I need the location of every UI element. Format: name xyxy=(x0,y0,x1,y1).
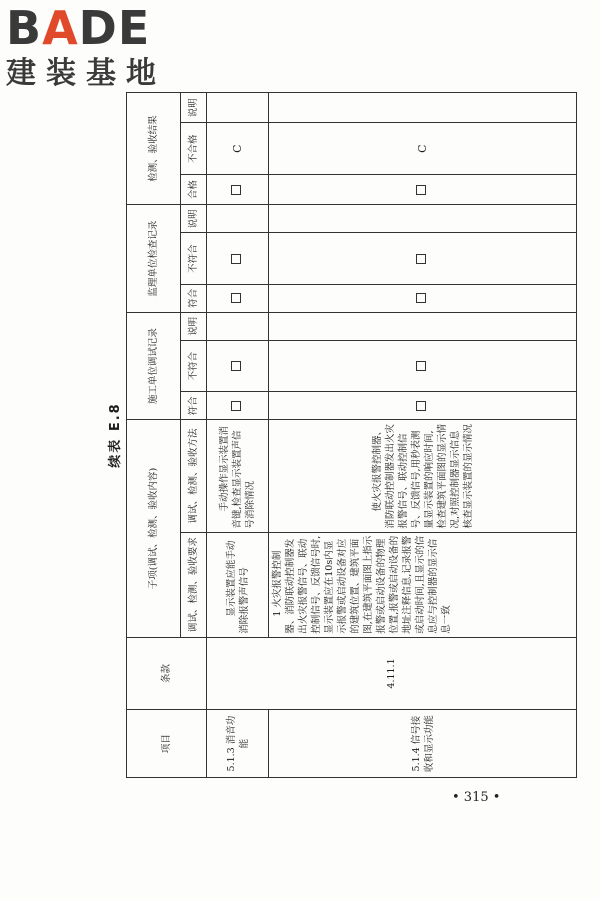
inspection-table xyxy=(126,92,577,778)
checkbox-cell xyxy=(207,340,269,391)
fail-mark: C xyxy=(230,144,244,153)
header-item: 项目 xyxy=(127,710,207,778)
logo-letter: B xyxy=(6,1,43,55)
checkbox[interactable] xyxy=(416,254,426,264)
checkbox[interactable] xyxy=(416,401,426,411)
logo-subtitle: 建装基地 xyxy=(6,56,166,91)
header-note: 说明 xyxy=(181,205,207,233)
note-cell xyxy=(207,312,269,340)
header-requirements: 调试、检测、验收要求 xyxy=(181,532,207,637)
header-pass: 合格 xyxy=(181,174,207,204)
checkbox-cell xyxy=(207,233,269,284)
note-cell xyxy=(207,205,269,233)
note-cell xyxy=(207,93,269,124)
checkbox-cell xyxy=(269,284,577,312)
fail-mark-cell xyxy=(269,123,577,174)
note-cell xyxy=(269,205,577,233)
checkbox-cell xyxy=(269,392,577,420)
checkbox[interactable] xyxy=(416,185,426,195)
header-method: 调试、检测、验收方法 xyxy=(181,420,207,532)
logo-letter: DE xyxy=(78,1,151,55)
fail-mark-cell xyxy=(207,123,269,174)
checkbox[interactable] xyxy=(231,293,241,303)
header-construction: 施工单位调试记录 xyxy=(127,312,181,420)
row-item: 5.1.3 消音功能 xyxy=(207,710,269,778)
header-conform: 符合 xyxy=(181,392,207,420)
checkbox[interactable] xyxy=(416,293,426,303)
note-cell xyxy=(269,93,577,124)
checkbox-cell xyxy=(207,174,269,204)
header-nonconform: 不符合 xyxy=(181,233,207,284)
row-method: 使火灾报警控制器、消防联动控制器发出火灾报警信号、联动控制信号、反馈信号,用秒表测量显示装置的响应时间,检查建筑平面图的显示情况,对照控制器显示信息核查显示装置的显示情况 xyxy=(269,420,577,532)
header-sub-item: 子项(调试、检测、验收内容) xyxy=(127,420,181,637)
checkbox-cell xyxy=(269,174,577,204)
header-fail: 不合格 xyxy=(181,123,207,174)
checkbox-cell xyxy=(269,233,577,284)
header-acceptance: 检测、验收结果 xyxy=(127,93,181,205)
checkbox[interactable] xyxy=(231,361,241,371)
checkbox-cell xyxy=(207,284,269,312)
row-item: 5.1.4 信号接收和显示功能 xyxy=(269,710,577,778)
header-conform: 符合 xyxy=(181,284,207,312)
header-clause: 条款 xyxy=(127,637,207,709)
checkbox[interactable] xyxy=(231,254,241,264)
page-number: • 315 • xyxy=(452,790,501,805)
table-title: 续表 E.8 xyxy=(108,402,123,468)
logo-letter-accent: A xyxy=(42,1,79,55)
checkbox[interactable] xyxy=(416,361,426,371)
header-note: 说明 xyxy=(181,312,207,340)
row-requirement: 显示装置应能手动消除报警声信号 xyxy=(207,532,269,637)
row-method: 手动操作显示装置消音键,检查显示装置声信号消除情况 xyxy=(207,420,269,532)
logo xyxy=(6,1,166,92)
header-supervision: 监理单位检查记录 xyxy=(127,205,181,313)
checkbox-cell xyxy=(269,340,577,391)
rotated-table-wrapper xyxy=(104,92,578,778)
row-requirement: 1 火灾报警控制器、消防联动控制器发出火灾报警信号、联动控制信号、反馈信号时,显示装置应在10s内显示报警或启动设备对应的建筑位置、建筑平面图,在建筑平面图上指示报警或启动设备的物理位置,报警或启动设备的地址注释信息,记录报警或启动时间,且显示的信息应与控制器的显示信息一致 xyxy=(269,532,577,637)
table-row xyxy=(207,93,269,778)
checkbox-cell xyxy=(207,392,269,420)
row-clause: 4.11.1 xyxy=(207,637,577,709)
note-cell xyxy=(269,312,577,340)
fail-mark: C xyxy=(415,144,429,153)
logo-wordmark xyxy=(6,1,166,55)
header-note: 说明 xyxy=(181,93,207,124)
header-nonconform: 不符合 xyxy=(181,340,207,391)
table-sheet xyxy=(104,92,578,778)
checkbox[interactable] xyxy=(231,185,241,195)
header-row-1 xyxy=(127,93,181,778)
checkbox[interactable] xyxy=(231,401,241,411)
